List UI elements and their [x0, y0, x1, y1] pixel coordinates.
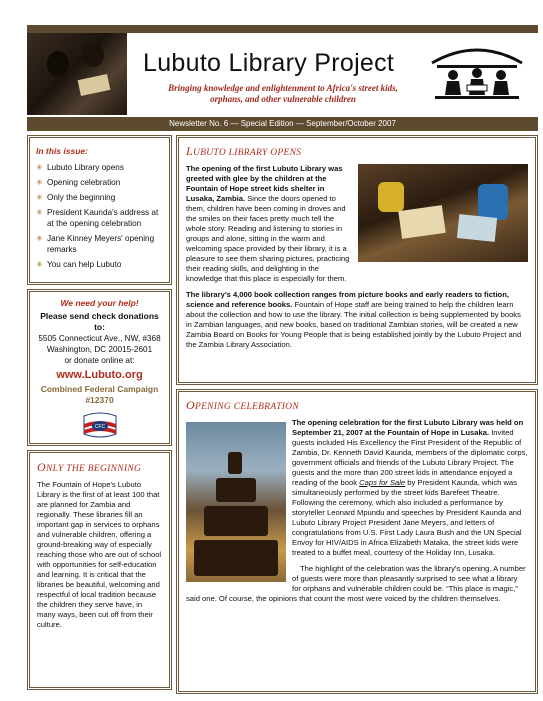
star-bullet-icon: ✳	[36, 234, 43, 243]
library-opens-paragraph-2: The library's 4,000 book collection ranges from picture books and early readers to fiction, science and reference books. Fountain of Hope staff are being trained to help the children learn about the collection and how to use the library. The initial collection is being supplemented by books in Zambian languages, and new books, based on traditional Zambian stories, will be created a new Zambia Board on Books for Young People that is being established jointly by the Lubuto Project and the Zambia Library Association.	[186, 290, 522, 349]
issue-info-bar: Newsletter No. 6 — Special Edition — September/October 2007	[27, 117, 538, 131]
human-pyramid-photo	[186, 422, 286, 582]
reading-children-photo	[27, 33, 127, 115]
opening-celebration-heading: OPENING CELEBRATION	[186, 398, 299, 412]
star-bullet-icon: ✳	[36, 208, 43, 217]
cfc-logo-icon	[82, 410, 118, 442]
issue-contents-list	[36, 162, 163, 270]
star-bullet-icon: ✳	[36, 178, 43, 187]
top-bar	[27, 25, 538, 33]
kids-reading-photo	[358, 164, 528, 262]
library-opens-paragraph-1: The opening of the first Lubuto Library was greeted with glee by the children at the Fountain of Hope street kids shelter in Lusaka, Zambia. Since the doors opened to them, children have been coming in droves and the smiles on their faces pretty much tell the whole story. Reading and listening to stories in groups and alone, sitting in the warm and welcoming space provided by their library, it is a pleasure to see them sharing pictures, practicing their reading skills, and delighting in the knowledge that this place is especially for them.	[186, 164, 350, 283]
only-the-beginning-text: The Fountain of Hope's Lubuto Library is the first of at least 100 that are planned for Zambia and regionally. These libraries fill an important gap in services to orphans and vulnerable children, offering a ground-breaking way of especially reaching those who are out of school with opportunities for self-education and learning. It is critical that the libraries be beautiful, welcoming and respectful of local tradition because the children they serve have, in many ways, been cut off from their culture.	[37, 480, 162, 629]
in-this-issue-heading: In this issue:	[36, 146, 88, 156]
tagline-line-1: Bringing knowledge and enlightenment to Africa's street kids,	[168, 83, 398, 93]
help-heading: We need your help!	[60, 298, 139, 308]
star-bullet-icon: ✳	[36, 260, 43, 269]
star-bullet-icon: ✳	[36, 193, 43, 202]
list-item: ✳ Opening celebration	[36, 178, 121, 187]
lubuto-logo-icon	[427, 43, 527, 103]
website-link[interactable]: www.Lubuto.org	[56, 369, 143, 381]
list-item: ✳ Jane Kinney Meyers' opening remarks	[36, 234, 155, 254]
newsletter-title: Lubuto Library Project	[143, 49, 395, 77]
celebration-paragraph-1: The opening celebration for the first Lubuto Library was held on September 21, 2007 at the Fountain of Hope in Lusaka. Invited guests included His Excellency the First President of the Republic of Zambia, Dr. Kenneth David Kaunda, members of the diplomatic corps, government officials and friends of the Lubuto Library Project. The guests and the more than 200 street kids in attendance enjoyed a reading of the book Caps for Sale by President Kaunda, which was simultaneously performed by the street kids Barefeet Theatre. Following the ceremony, which also included a performance by storyteller Leonard Mpundu and speeches by President Kaunda and Lubuto Library Project President Jane Meyers, and letters of congratulations from U.S. First Lady Laura Bush and the UN Special Envoy for HIV/AIDS in Africa Elizabeth Mataka, the street kids were treated to a buffet meal, courtesy of the Holiday Inn, Lusaka.	[186, 418, 528, 558]
list-item: ✳ Lubuto Library opens	[36, 163, 124, 172]
masthead	[27, 33, 538, 115]
cfc-logo-text: CFC	[94, 424, 105, 430]
donate-online-text: or donate online at:	[64, 356, 135, 365]
library-opens-heading: LUBUTO LIBRARY OPENS	[186, 144, 302, 158]
only-the-beginning-heading: ONLY THE BEGINNING	[37, 460, 142, 474]
only-the-beginning-box	[27, 450, 172, 690]
address-line-1: 5505 Connecticut Ave., NW, #368	[38, 334, 161, 343]
tagline-line-2: orphans, and other vulnerable children	[210, 94, 356, 104]
star-bullet-icon: ✳	[36, 163, 43, 172]
opening-celebration-box	[176, 389, 538, 694]
book-title: Caps for Sale	[359, 478, 406, 487]
list-item: ✳ You can help Lubuto	[36, 260, 122, 269]
donation-instruction: Please send check donations to:	[40, 311, 159, 332]
newsletter-page	[27, 0, 538, 701]
list-item: ✳ President Kaunda's address at at the opening celebration	[36, 208, 159, 228]
address-line-2: Washington, DC 20015-2601	[46, 345, 153, 354]
cfc-number: #12370	[85, 395, 114, 405]
library-opens-box	[176, 135, 538, 385]
list-item: ✳ Only the beginning	[36, 193, 116, 202]
celebration-paragraph-2: The highlight of the celebration was the library's opening. A number of guests were more than pleasantly surprised to see what a library for orphans and vulnerable children could be. “This place is magic,” said one. Of course, the opinions that count the most were voiced by the children themselves.	[186, 564, 526, 603]
newsletter-tagline	[147, 83, 419, 105]
in-this-issue-box	[27, 135, 172, 285]
donation-box	[27, 289, 172, 446]
cfc-name: Combined Federal Campaign	[40, 384, 159, 394]
